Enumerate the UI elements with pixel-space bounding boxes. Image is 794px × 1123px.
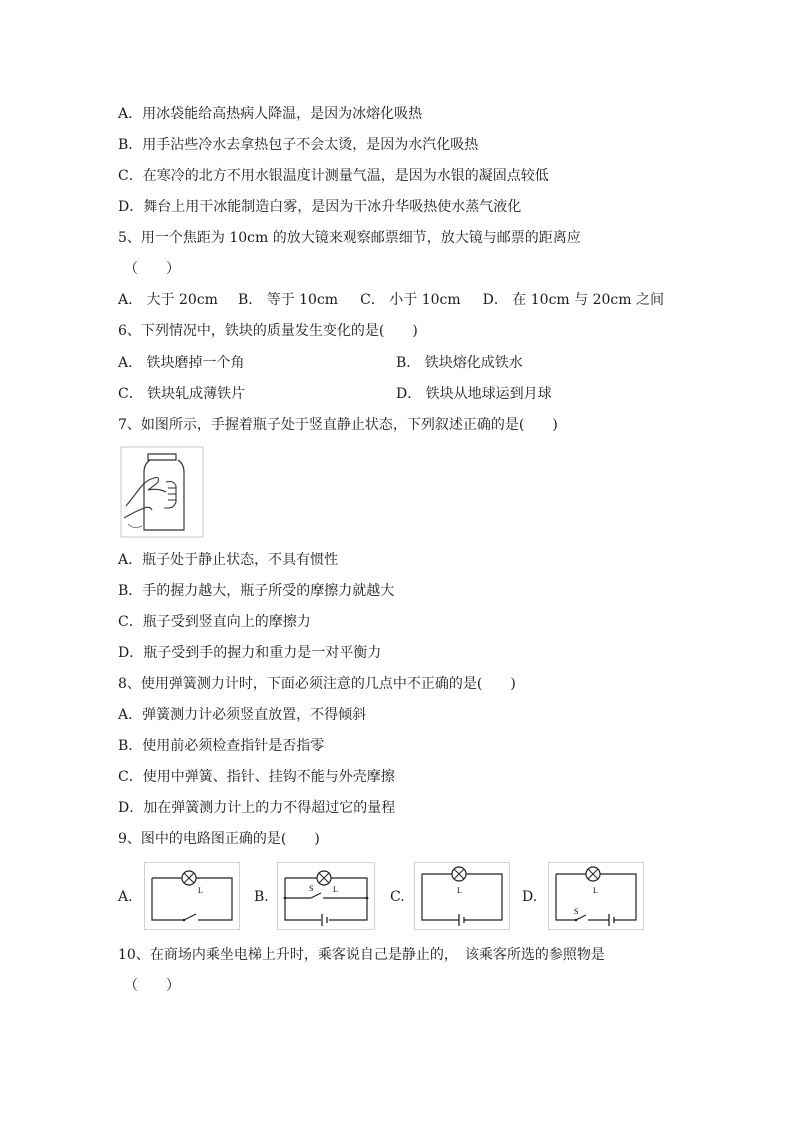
circuit-c [414, 862, 510, 930]
q4-option-d: D．舞台上用干冰能制造白雾，是因为干冰升华吸热使水蒸气液化 [118, 199, 522, 215]
q9-stem: 9、图中的电路图正确的是( ) [118, 831, 320, 847]
q5-options [118, 291, 664, 309]
circuit-c-lamp-label: L [457, 886, 462, 895]
circuit-d [548, 862, 644, 930]
circuit-b-lamp-label: L [333, 885, 338, 894]
q10-paren: （ ） [124, 978, 180, 994]
q8-option-a: A．弹簧测力计必须竖直放置，不得倾斜 [118, 707, 367, 723]
q8-option-b: B．使用前必须检查指针是否指零 [118, 738, 325, 754]
q7-option-b: B．手的握力越大，瓶子所受的摩擦力就越大 [118, 583, 395, 599]
q8-option-d: D．加在弹簧测力计上的力不得超过它的量程 [118, 800, 396, 816]
q7-option-a: A．瓶子处于静止状态，不具有惯性 [118, 552, 339, 568]
q8-stem: 8、使用弹簧测力计时，下面必须注意的几点中不正确的是( ) [118, 676, 516, 692]
circuit-a-lamp-label: L [198, 886, 203, 895]
hand-holding-bottle-figure [120, 446, 204, 538]
q6-option-d: D． 铁块从地球运到月球 [396, 386, 552, 402]
q5-stem: 5、用一个焦距为 10cm 的放大镜来观察邮票细节，放大镜与邮票的距离应 [118, 230, 581, 246]
q4-option-b: B．用手沾些冷水去拿热包子不会太烫，是因为水汽化吸热 [118, 137, 479, 153]
circuit-d-lamp-label: L [593, 886, 598, 895]
q7-stem: 7、如图所示，手握着瓶子处于竖直静止状态，下列叙述正确的是( ) [118, 417, 558, 433]
q8-option-c: C．使用中弹簧、指针、挂钩不能与外壳摩擦 [118, 769, 395, 785]
q10-stem: 10、在商场内乘坐电梯上升时，乘客说自己是静止的， 该乘客所选的参照物是 [118, 947, 605, 963]
q6-option-b: B． 铁块熔化成铁水 [396, 355, 523, 371]
q5-option-a: A． 大于 20cm [118, 292, 218, 308]
circuit-b [277, 862, 375, 930]
q9-label-a: A. [118, 889, 133, 905]
q9-label-d: D. [522, 889, 538, 905]
q7-option-d: D．瓶子受到手的握力和重力是一对平衡力 [118, 645, 382, 661]
q5-paren: （ ） [124, 261, 180, 277]
q7-option-c: C．瓶子受到竖直向上的摩擦力 [118, 614, 311, 630]
q6-option-a: A． 铁块磨掉一个角 [118, 355, 245, 371]
q6-option-c: C． 铁块轧成薄铁片 [118, 386, 246, 402]
circuit-a [144, 862, 240, 930]
q4-option-c: C．在寒冷的北方不用水银温度计测量气温，是因为水银的凝固点较低 [118, 168, 549, 184]
q6-stem: 6、下列情况中，铁块的质量发生变化的是( ) [118, 323, 418, 339]
q5-option-b: B． 等于 10cm [237, 292, 339, 308]
q5-option-d: D． 在 10cm 与 20cm 之间 [482, 292, 664, 308]
q9-label-c: C. [390, 889, 405, 905]
q4-option-a: A．用冰袋能给高热病人降温，是因为冰熔化吸热 [118, 106, 423, 122]
circuit-d-switch-label: S [574, 907, 579, 916]
q5-option-c: C． 小于 10cm [360, 292, 461, 308]
circuit-b-switch-label: S [309, 884, 314, 893]
q9-label-b: B. [254, 889, 269, 905]
